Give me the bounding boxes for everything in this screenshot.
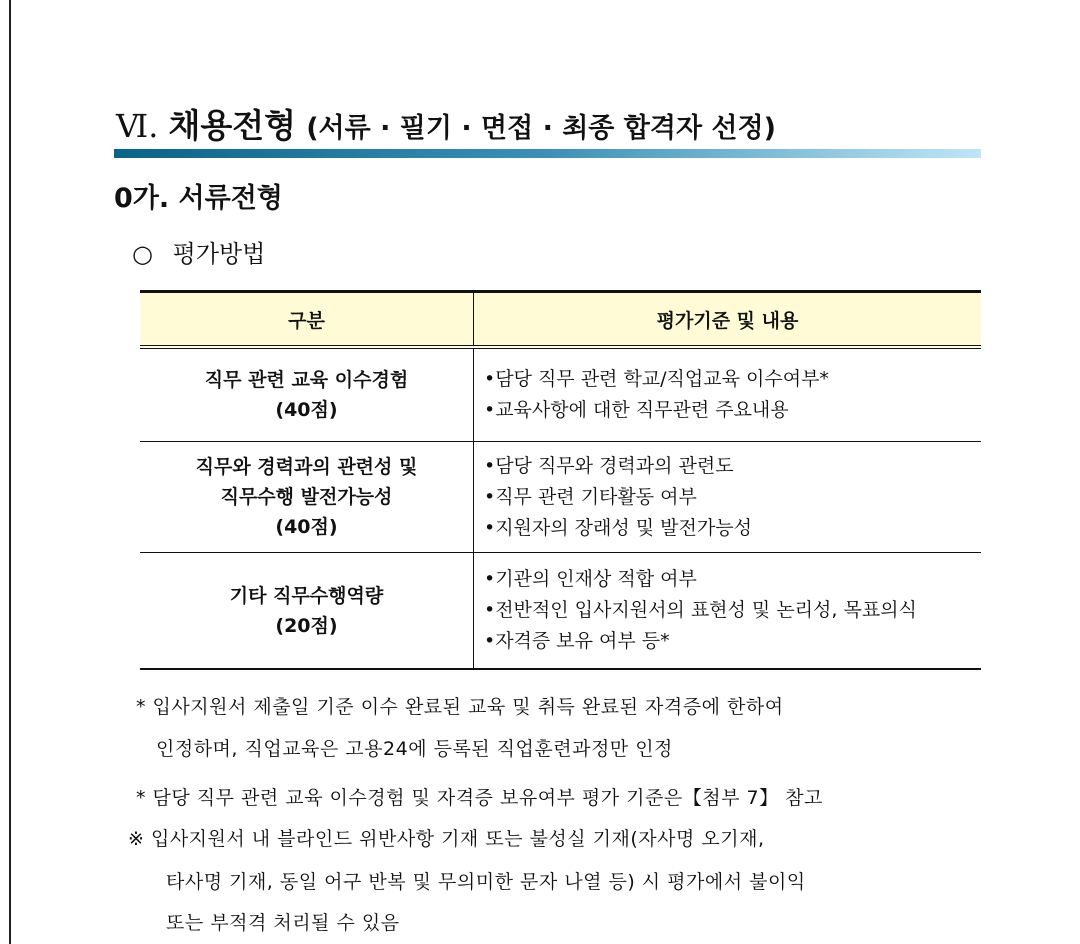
- criteria-item: •교육사항에 대한 직무관련 주요내용: [484, 399, 789, 421]
- criteria-item: •자격증 보유 여부 등*: [484, 630, 670, 652]
- criteria-item: •지원자의 장래성 및 발전가능성: [484, 516, 752, 539]
- criteria-item: •전반적인 입사지원서의 표현성 및 논리성, 목표의식: [484, 599, 917, 621]
- category-score: (20점): [275, 614, 338, 637]
- note-line: ※ 입사지원서 내 블라인드 위반사항 기재 또는 불성실 기재(자사명 오기재,: [128, 828, 765, 850]
- section-number: Ⅵ.: [116, 107, 159, 145]
- criteria-item: •담당 직무와 경력과의 관련도: [484, 454, 734, 477]
- title-underline-bar: [114, 149, 981, 158]
- note-line: * 입사지원서 제출일 기준 이수 완료된 교육 및 취득 완료된 자격증에 한하여: [136, 696, 784, 718]
- section-title: [116, 100, 776, 147]
- category-line: 직무 관련 교육 이수경험: [204, 369, 409, 391]
- criteria-item: •담당 직무 관련 학교/직업교육 이수여부*: [484, 368, 829, 390]
- note-line: * 담당 직무 관련 교육 이수경험 및 자격증 보유여부 평가 기준은【첨부 7】 참고: [136, 787, 823, 809]
- criteria-item: •직무 관련 기타활동 여부: [484, 485, 697, 508]
- note-line: 또는 부적격 처리될 수 있음: [166, 912, 400, 934]
- method-heading: [132, 234, 265, 269]
- header-criteria: 평가기준 및 내용: [474, 292, 982, 348]
- section-main-title: 채용전형: [168, 106, 297, 145]
- header-category: 구분: [140, 292, 474, 348]
- table-row: [140, 442, 981, 553]
- note-line: 타사명 기재, 동일 어구 반복 및 무의미한 문자 나열 등) 시 평가에서 불이익: [166, 871, 806, 893]
- section-subtitle: (서류 · 필기 · 면접 · 최종 합격자 선정): [306, 113, 776, 144]
- category-line: 기타 직무수행역량: [229, 584, 384, 607]
- criteria-item: •기관의 인재상 적합 여부: [484, 568, 697, 590]
- category-line: 직무와 경력과의 관련성 및: [195, 456, 418, 478]
- subsection-title: 0가. 서류전형: [114, 183, 283, 214]
- category-score: (40점): [275, 399, 338, 421]
- category-score: (40점): [275, 516, 338, 538]
- table-row: [140, 553, 981, 670]
- method-label: 평가방법: [172, 240, 266, 268]
- table-row: [140, 347, 981, 442]
- category-line: 직무수행 발전가능성: [220, 486, 393, 508]
- page-edge: [9, 0, 11, 944]
- evaluation-table: [140, 290, 981, 670]
- note-line: 인정하며, 직업교육은 고용24에 등록된 직업훈련과정만 인정: [156, 738, 673, 760]
- circle-bullet-icon: ○: [132, 240, 153, 268]
